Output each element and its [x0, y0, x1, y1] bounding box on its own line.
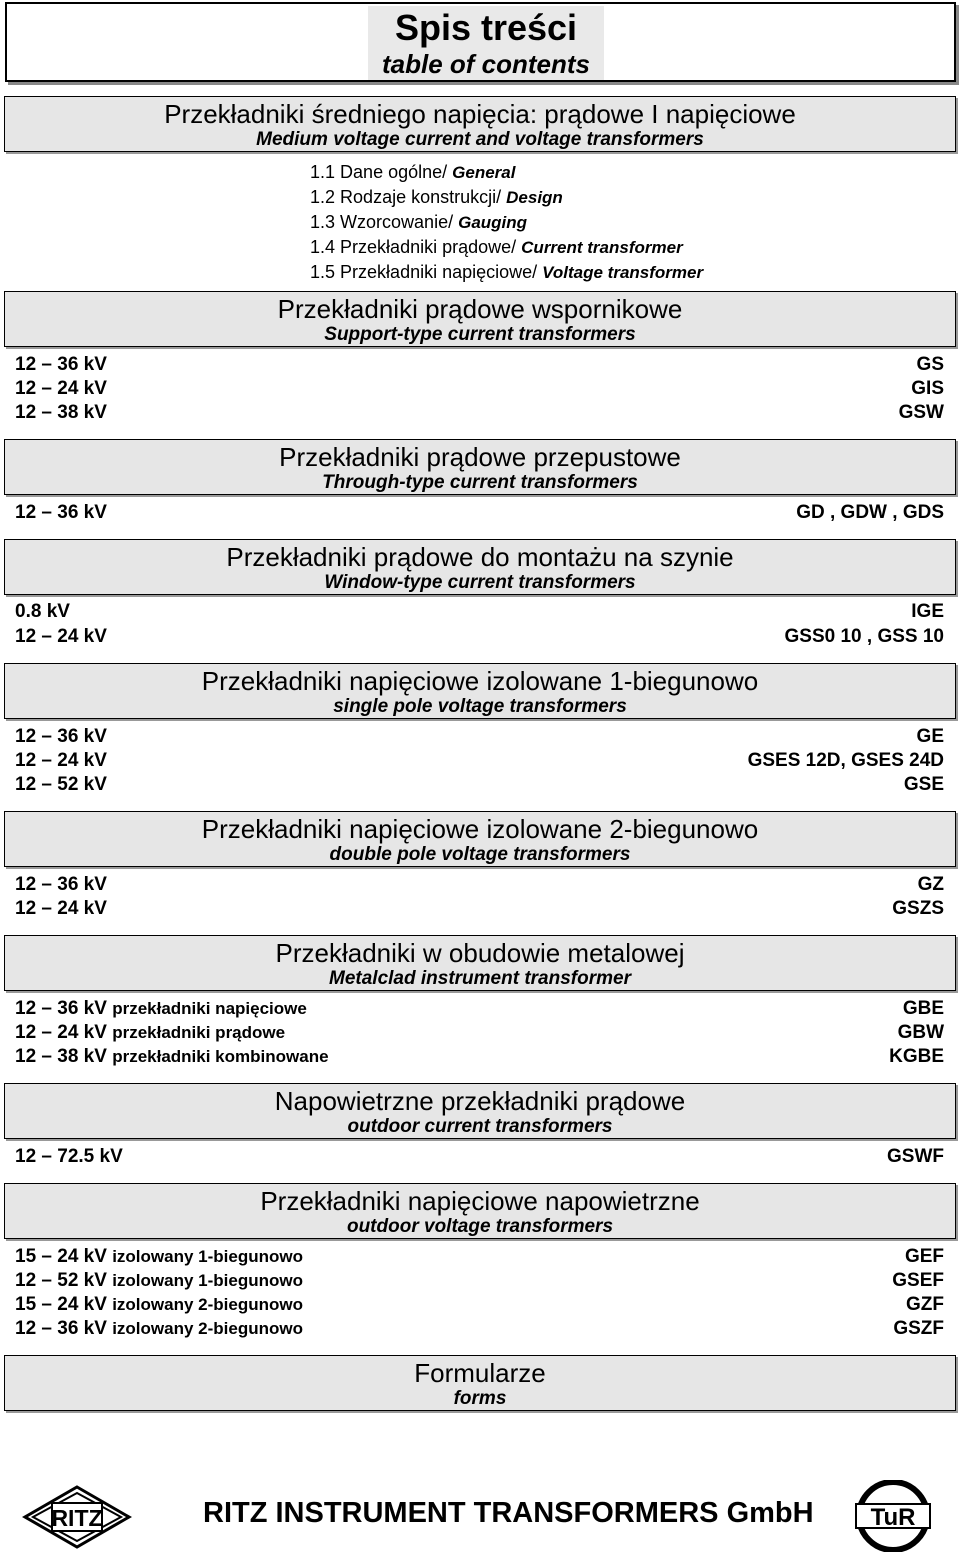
- toc-label: Przekładniki napięciowe/: [340, 262, 538, 282]
- row-code[interactable]: GZ: [917, 874, 944, 895]
- row-code[interactable]: GZF: [906, 1294, 944, 1315]
- row-desc: przekładniki prądowe: [112, 1023, 286, 1042]
- row-range: 12 – 38 kV: [15, 1046, 107, 1067]
- row-code[interactable]: GEF: [904, 1246, 944, 1267]
- row-range: 12 – 38 kV: [15, 402, 107, 423]
- row-code[interactable]: GSW: [898, 402, 944, 423]
- toc-label-en: General: [452, 163, 516, 182]
- section-title-en: single pole voltage transformers: [333, 696, 627, 717]
- row-range: 12 – 24 kV: [15, 378, 107, 399]
- toc-label: Dane ogólne/: [340, 162, 448, 182]
- title-box: [5, 2, 956, 82]
- section-header-window-type: [4, 539, 956, 595]
- toc-label-en: Current transformer: [521, 238, 683, 257]
- row-code[interactable]: GBE: [902, 998, 944, 1019]
- toc-item[interactable]: [310, 160, 703, 185]
- section-title-pl: Napowietrzne przekładniki prądowe: [274, 1086, 686, 1116]
- row-range: 12 – 52 kV: [15, 1270, 107, 1291]
- section-header-medium-voltage: [4, 96, 956, 152]
- row-range: 0.8 kV: [15, 601, 70, 622]
- row-code[interactable]: GSZF: [893, 1318, 944, 1339]
- section-title-en: outdoor current transformers: [347, 1116, 613, 1137]
- row-range: 15 – 24 kV: [15, 1246, 107, 1267]
- row-desc: przekładniki kombinowane: [112, 1047, 329, 1066]
- toc-label: Rodzaje konstrukcji/: [340, 187, 502, 207]
- row-desc: izolowany 1-biegunowo: [112, 1271, 303, 1290]
- page-subtitle: table of contents: [381, 49, 590, 79]
- row-range: 12 – 24 kV: [15, 750, 107, 771]
- row-range-with-desc: [15, 1245, 303, 1269]
- section-title-en: Support-type current transformers: [324, 324, 636, 345]
- toc-number: 1.1: [310, 162, 336, 182]
- toc-label-en: Design: [506, 188, 563, 207]
- row-code[interactable]: GSEF: [892, 1270, 944, 1291]
- row-code[interactable]: GS: [916, 354, 944, 375]
- row-range: 12 – 36 kV: [15, 874, 107, 895]
- row-code[interactable]: GSS0 10 , GSS 10: [784, 626, 944, 647]
- section-title-pl: Przekładniki prądowe przepustowe: [279, 442, 681, 472]
- section-header-metalclad: [4, 935, 956, 991]
- tur-logo: [838, 1480, 948, 1552]
- toc-item[interactable]: [310, 235, 703, 260]
- section-title-en: outdoor voltage transformers: [346, 1216, 614, 1237]
- toc-label: Przekładniki prądowe/: [340, 237, 517, 257]
- section-title-en: Through-type current transformers: [322, 472, 638, 493]
- row-desc: izolowany 1-biegunowo: [112, 1247, 303, 1266]
- row-code[interactable]: GIS: [911, 378, 944, 399]
- row-desc: izolowany 2-biegunowo: [112, 1295, 303, 1314]
- section-title-pl: Przekładniki napięciowe napowietrzne: [260, 1186, 700, 1216]
- toc-number: 1.4: [310, 237, 336, 257]
- section-title-pl: Przekładniki napięciowe izolowane 1-biegunowo: [201, 666, 759, 696]
- row-desc: przekładniki napięciowe: [112, 999, 307, 1018]
- section-title-en: forms: [453, 1388, 507, 1409]
- row-code[interactable]: GD , GDW , GDS: [796, 502, 944, 523]
- row-code[interactable]: GE: [916, 726, 944, 747]
- toc-item[interactable]: [310, 185, 703, 210]
- row-range: 12 – 36 kV: [15, 502, 107, 523]
- section-header-outdoor-voltage: [4, 1183, 956, 1239]
- section-title-pl: Przekładniki prądowe wspornikowe: [277, 294, 683, 324]
- row-desc: izolowany 2-biegunowo: [112, 1319, 303, 1338]
- section-header-single-pole: [4, 663, 956, 719]
- ritz-logo-text: RITZ: [51, 1505, 103, 1531]
- section-header-support-type: [4, 291, 956, 347]
- row-range: 12 – 24 kV: [15, 898, 107, 919]
- row-range-with-desc: [15, 1269, 303, 1293]
- section-title-en: double pole voltage transformers: [329, 844, 631, 865]
- company-name: RITZ INSTRUMENT TRANSFORMERS GmbH: [203, 1497, 814, 1529]
- row-range-with-desc: [15, 1021, 285, 1045]
- row-range: 12 – 36 kV: [15, 998, 107, 1019]
- row-code[interactable]: GSZS: [892, 898, 944, 919]
- page-title: Spis treści: [394, 7, 578, 48]
- row-code[interactable]: GBW: [897, 1022, 944, 1043]
- toc-label: Wzorcowanie/: [340, 212, 454, 232]
- row-range: 12 – 36 kV: [15, 1318, 107, 1339]
- row-code[interactable]: GSE: [903, 774, 944, 795]
- toc-item[interactable]: [310, 210, 703, 235]
- row-code[interactable]: GSES 12D, GSES 24D: [747, 750, 944, 771]
- toc-label-en: Voltage transformer: [542, 263, 704, 282]
- section-title-pl: Formularze: [414, 1358, 546, 1388]
- toc-number: 1.2: [310, 187, 336, 207]
- section-header-forms: [4, 1355, 956, 1411]
- section-header-through-type: [4, 439, 956, 495]
- row-range-with-desc: [15, 997, 307, 1021]
- row-range: 12 – 36 kV: [15, 726, 107, 747]
- toc-item[interactable]: [310, 260, 703, 285]
- section-title-pl: Przekładniki średniego napięcia: prądowe I napięciowe: [164, 99, 796, 129]
- toc-label-en: Gauging: [458, 213, 528, 232]
- row-code[interactable]: KGBE: [889, 1046, 944, 1067]
- title-inner: [368, 6, 604, 80]
- row-range: 12 – 52 kV: [15, 774, 107, 795]
- section-header-outdoor-current: [4, 1083, 956, 1139]
- section-title-pl: Przekładniki prądowe do montażu na szynie: [226, 542, 734, 572]
- row-range-with-desc: [15, 1045, 329, 1069]
- row-code[interactable]: GSWF: [887, 1146, 944, 1167]
- row-range-with-desc: [15, 1293, 303, 1317]
- row-code[interactable]: IGE: [911, 601, 944, 622]
- section-title-en: Window-type current transformers: [324, 572, 636, 593]
- tur-logo-text: TuR: [870, 1504, 916, 1531]
- section-title-pl: Przekładniki napięciowe izolowane 2-biegunowo: [201, 814, 759, 844]
- row-range-with-desc: [15, 1317, 303, 1341]
- toc-list: [310, 160, 703, 285]
- section-title-pl: Przekładniki w obudowie metalowej: [275, 938, 685, 968]
- section-title-en: Metalclad instrument transformer: [329, 968, 631, 989]
- row-range: 12 – 24 kV: [15, 626, 107, 647]
- section-header-double-pole: [4, 811, 956, 867]
- row-range: 12 – 24 kV: [15, 1022, 107, 1043]
- row-range: 12 – 36 kV: [15, 354, 107, 375]
- toc-number: 1.5: [310, 262, 336, 282]
- row-range: 12 – 72.5 kV: [15, 1146, 123, 1167]
- toc-number: 1.3: [310, 212, 336, 232]
- row-range: 15 – 24 kV: [15, 1294, 107, 1315]
- ritz-logo: [22, 1484, 132, 1550]
- section-title-en: Medium voltage current and voltage transformers: [256, 129, 704, 150]
